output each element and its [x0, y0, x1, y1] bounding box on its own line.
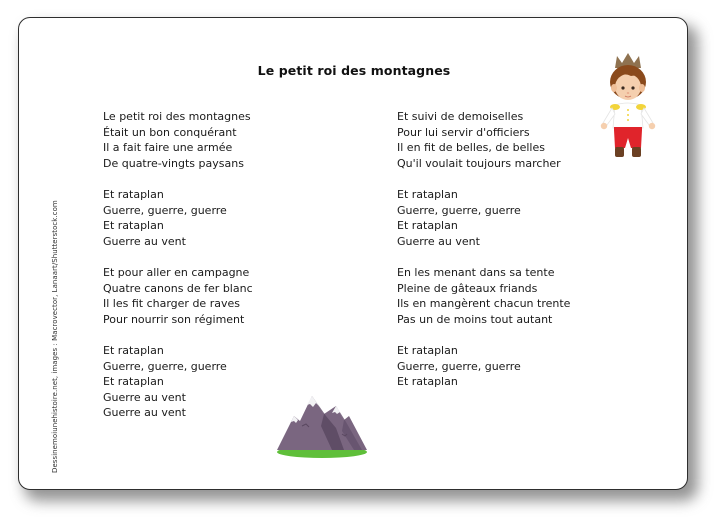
verse-line: Quatre canons de fer blanc [103, 281, 253, 295]
stanza-5 [397, 109, 570, 171]
song-sheet-card [18, 17, 688, 490]
verse-line: Pour lui servir d'officiers [397, 125, 530, 139]
verse-line: Guerre, guerre, guerre [397, 203, 521, 217]
verse-line: Et rataplan [103, 187, 164, 201]
verse-line: Guerre au vent [103, 234, 186, 248]
verse-line: De quatre-vingts paysans [103, 156, 244, 170]
mountain-icon [274, 386, 370, 462]
verse-line: Et rataplan [103, 343, 164, 357]
verse-line: Et pour aller en campagne [103, 265, 250, 279]
verse-line: Le petit roi des montagnes [103, 110, 251, 123]
verse-line: Guerre, guerre, guerre [397, 359, 521, 373]
verse-line: Il en fit de belles, de belles [397, 141, 545, 155]
verse-line: Et rataplan [103, 219, 164, 233]
stanza-7 [397, 265, 570, 327]
stanza-2-chorus [103, 187, 253, 249]
verse-line: Il a fait faire une armée [103, 141, 233, 155]
verse-line: Guerre au vent [103, 390, 186, 404]
verse-line: Et rataplan [397, 219, 458, 233]
verse-line: En les menant dans sa tente [397, 265, 555, 279]
left-column [103, 109, 253, 436]
verse-line: Et suivi de demoiselles [397, 110, 524, 123]
verse-line: Qu'il voulait toujours marcher [397, 156, 561, 170]
verse-line: Et rataplan [397, 375, 458, 389]
stanza-1 [103, 109, 253, 171]
prince-icon [593, 48, 663, 168]
verse-line: Pour nourrir son régiment [103, 312, 245, 326]
stanza-6-chorus [397, 187, 570, 249]
verse-line: Il les fit charger de raves [103, 297, 240, 311]
verse-line: Guerre, guerre, guerre [103, 203, 227, 217]
verse-line: Guerre, guerre, guerre [103, 359, 227, 373]
stanza-4-chorus [103, 343, 253, 421]
verse-line: Était un bon conquérant [103, 125, 237, 139]
song-title: Le petit roi des montagnes [257, 63, 451, 78]
verse-line: Ils en mangèrent chacun trente [397, 297, 571, 311]
stanza-8-chorus [397, 343, 570, 390]
image-credit: Dessinemoiunehistoire.net, images : Macrovector, Lanaart/Shutterstock.com [51, 200, 59, 473]
verse-line: Et rataplan [397, 187, 458, 201]
verse-line: Et rataplan [103, 375, 164, 389]
verse-line: Et rataplan [397, 343, 458, 357]
stanza-3 [103, 265, 253, 327]
verse-line: Guerre au vent [397, 234, 480, 248]
verse-line: Pleine de gâteaux friands [397, 281, 538, 295]
verse-line: Guerre au vent [103, 406, 186, 420]
verse-line: Pas un de moins tout autant [397, 312, 553, 326]
right-column [397, 109, 570, 405]
